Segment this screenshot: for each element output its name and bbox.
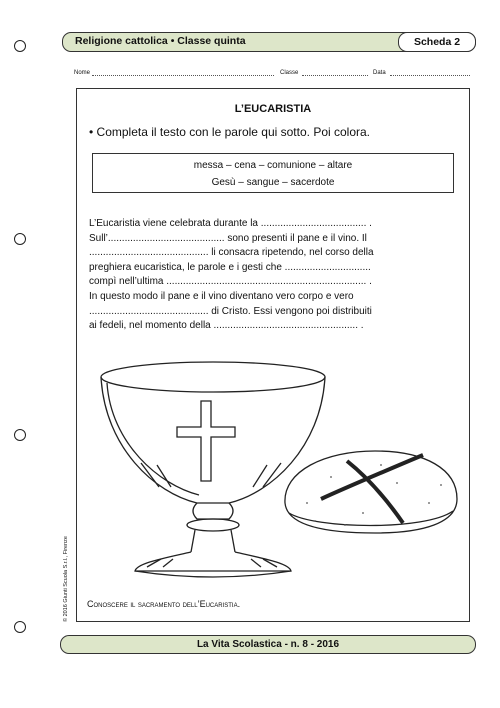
date-field[interactable] bbox=[390, 75, 470, 76]
binder-hole bbox=[14, 40, 26, 52]
text-line: preghiera eucaristica, le parole e i gesti che ............................... bbox=[89, 261, 371, 273]
learning-objective bbox=[87, 599, 240, 609]
text-line: compì nell’ultima ........................................................................ . bbox=[89, 276, 372, 288]
name-label: Nome bbox=[74, 70, 91, 76]
cloze-text bbox=[89, 217, 461, 334]
binder-hole bbox=[14, 429, 26, 441]
class-label: Classe bbox=[280, 70, 299, 76]
subject-title: Religione cattolica • Classe quinta bbox=[75, 35, 246, 47]
binder-hole bbox=[14, 621, 26, 633]
word-bank-line: Gesù – sangue – sacerdote bbox=[211, 177, 335, 188]
class-field[interactable] bbox=[302, 75, 368, 76]
word-bank-line: messa – cena – comunione – altare bbox=[193, 160, 353, 171]
exercise-box bbox=[76, 88, 470, 622]
text-line: ai fedeli, nel momento della .................................................... . bbox=[89, 320, 364, 332]
copyright-notice: © 2016 Giunti Scuola S.r.l., Firenze bbox=[63, 536, 69, 622]
text-line: ........................................... di Cristo. Essi vengono poi distribuiti bbox=[89, 305, 372, 317]
chalice-and-bread-illustration bbox=[85, 353, 465, 583]
sheet-number: Scheda 2 bbox=[398, 32, 476, 52]
date-label: Data bbox=[373, 70, 386, 76]
name-field[interactable] bbox=[92, 75, 274, 76]
binder-hole bbox=[14, 233, 26, 245]
header-band bbox=[62, 32, 476, 52]
text-line: L’Eucaristia viene celebrata durante la ...................................... . bbox=[89, 218, 372, 229]
word-bank bbox=[92, 153, 454, 193]
text-line: Sull’.......................................... sono presenti il pane e il vino. Il bbox=[89, 232, 367, 244]
text-line: In questo modo il pane e il vino diventano vero corpo e vero bbox=[89, 290, 354, 302]
bread-icon bbox=[285, 451, 457, 533]
chalice-icon bbox=[101, 362, 325, 577]
caption-text: Conoscere il sacramento dell’Eucaristia. bbox=[87, 599, 241, 609]
exercise-title: L’EUCARISTIA bbox=[234, 103, 312, 115]
footer-band: La Vita Scolastica - n. 8 - 2016 bbox=[60, 635, 476, 654]
exercise-instruction: • Completa il testo con le parole qui sotto. Poi colora. bbox=[89, 125, 371, 139]
text-line: ........................................... li consacra ripetendo, nel corso della bbox=[89, 247, 374, 259]
